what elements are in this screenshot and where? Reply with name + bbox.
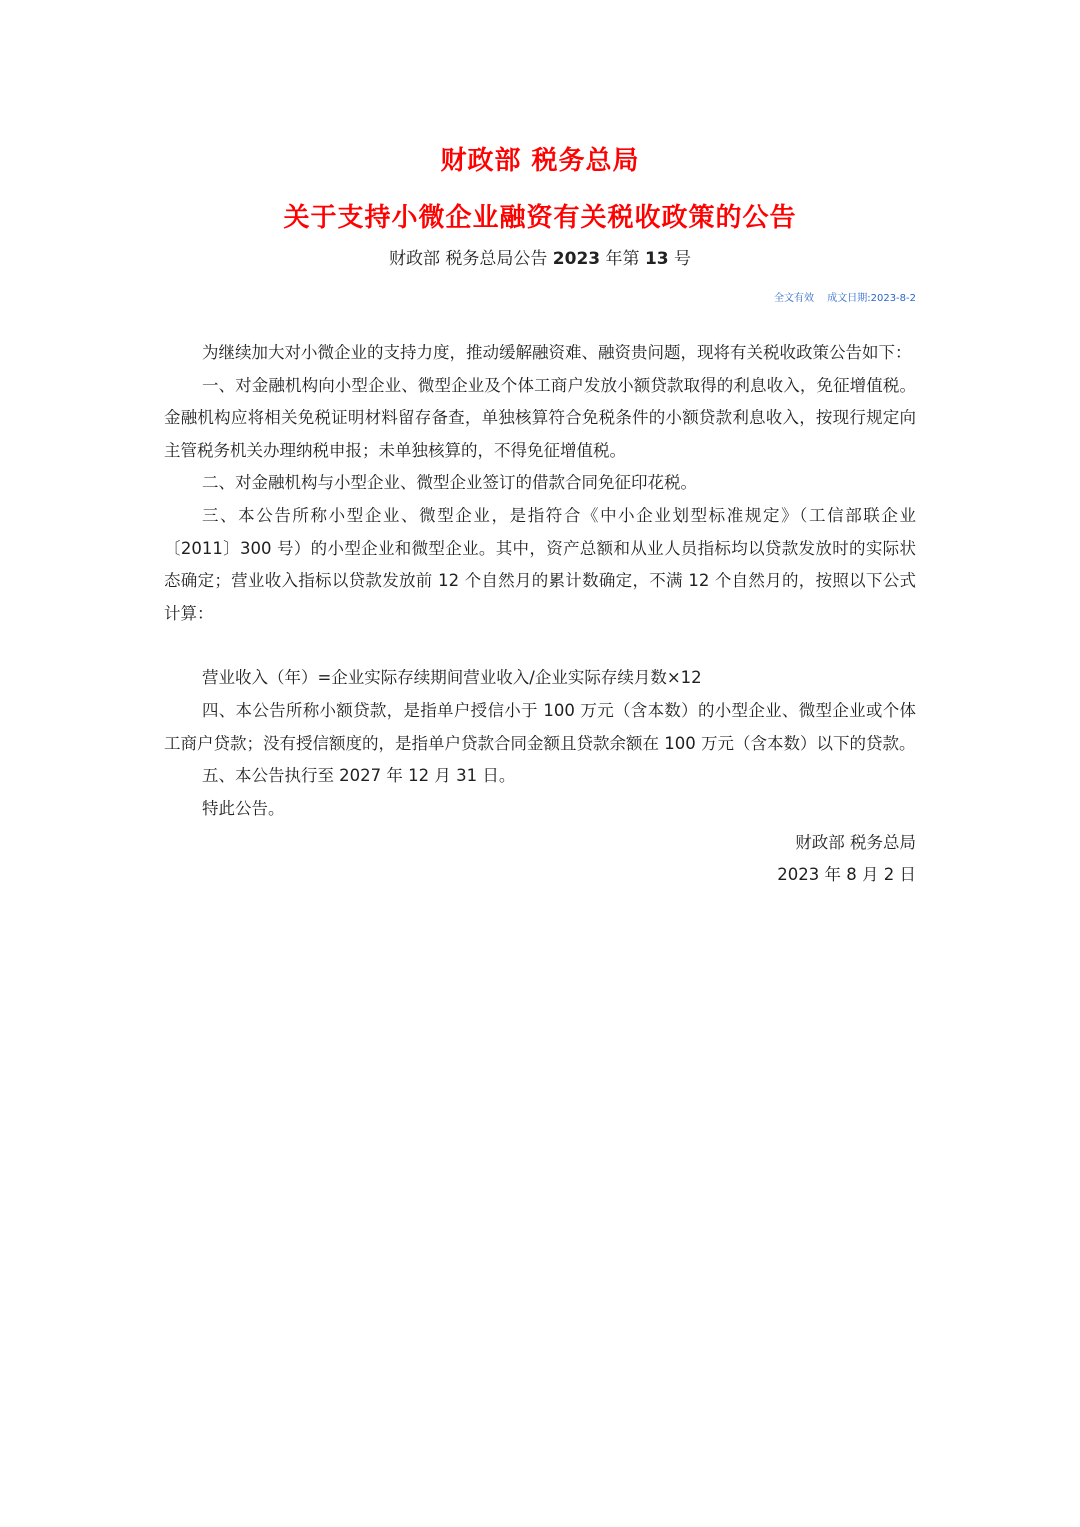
doc-num: 13 [644,249,669,269]
paragraph-item-3: 三、本公告所称小型企业、微型企业，是指符合《中小企业划型标准规定》（工信部联企业〔2011〕300 号）的小型企业和微型企业。其中，资产总额和从业人员指标均以贷款发放时的实际状态确定；营业收入指标以贷款发放前 12 个自然月的累计数确定，不满 12 个自然月的，按照以下公式计算： [164,505,916,623]
signature-issuer: 财政部 税务总局 [795,833,916,852]
paragraph-intro: 为继续加大对小微企业的支持力度，推动缓解融资难、融资贵问题，现将有关税收政策公告如下： [201,343,912,362]
doc-year: 2023 [552,249,601,269]
issue-date: 成文日期:2023-8-2 [827,293,916,304]
validity-status: 全文有效 [774,293,815,304]
document-body [164,337,916,825]
paragraph-closing: 特此公告。 [201,798,285,818]
doc-number-prefix: 财政部 税务总局公告 [388,249,548,269]
paragraph-item-1: 一、对金融机构向小型企业、微型企业及个体工商户发放小额贷款取得的利息收入，免征增值税。金融机构应将相关免税证明材料留存备查，单独核算符合免税条件的小额贷款利息收入，按现行规定向主管税务机关办理纳税申报；未单独核算的，不得免征增值税。 [164,375,916,460]
paragraph-formula: 营业收入（年）=企业实际存续期间营业收入/企业实际存续月数×12 [201,668,702,688]
title-subject: 关于支持小微企业融资有关税收政策的公告 [283,203,797,233]
signature-date: 2023 年 8 月 2 日 [777,865,916,884]
paragraph-item-4: 四、本公告所称小额贷款，是指单户授信小于 100 万元（含本数）的小型企业、微型企业或个体工商户贷款；没有授信额度的，是指单户贷款合同金额且贷款余额在 100 万元（含本数）以下的贷款。 [164,700,916,753]
paragraph-item-2: 二、对金融机构与小型企业、微型企业签订的借款合同免征印花税。 [201,473,697,493]
document-number [0,244,1080,269]
doc-number-suffix: 号 [674,249,692,269]
doc-number-mid: 年第 [605,249,640,269]
title-issuers: 财政部 税务总局 [440,146,640,176]
document-meta [774,289,916,304]
signature-block [777,827,916,891]
paragraph-item-5: 五、本公告执行至 2027 年 12 月 31 日。 [201,766,516,786]
